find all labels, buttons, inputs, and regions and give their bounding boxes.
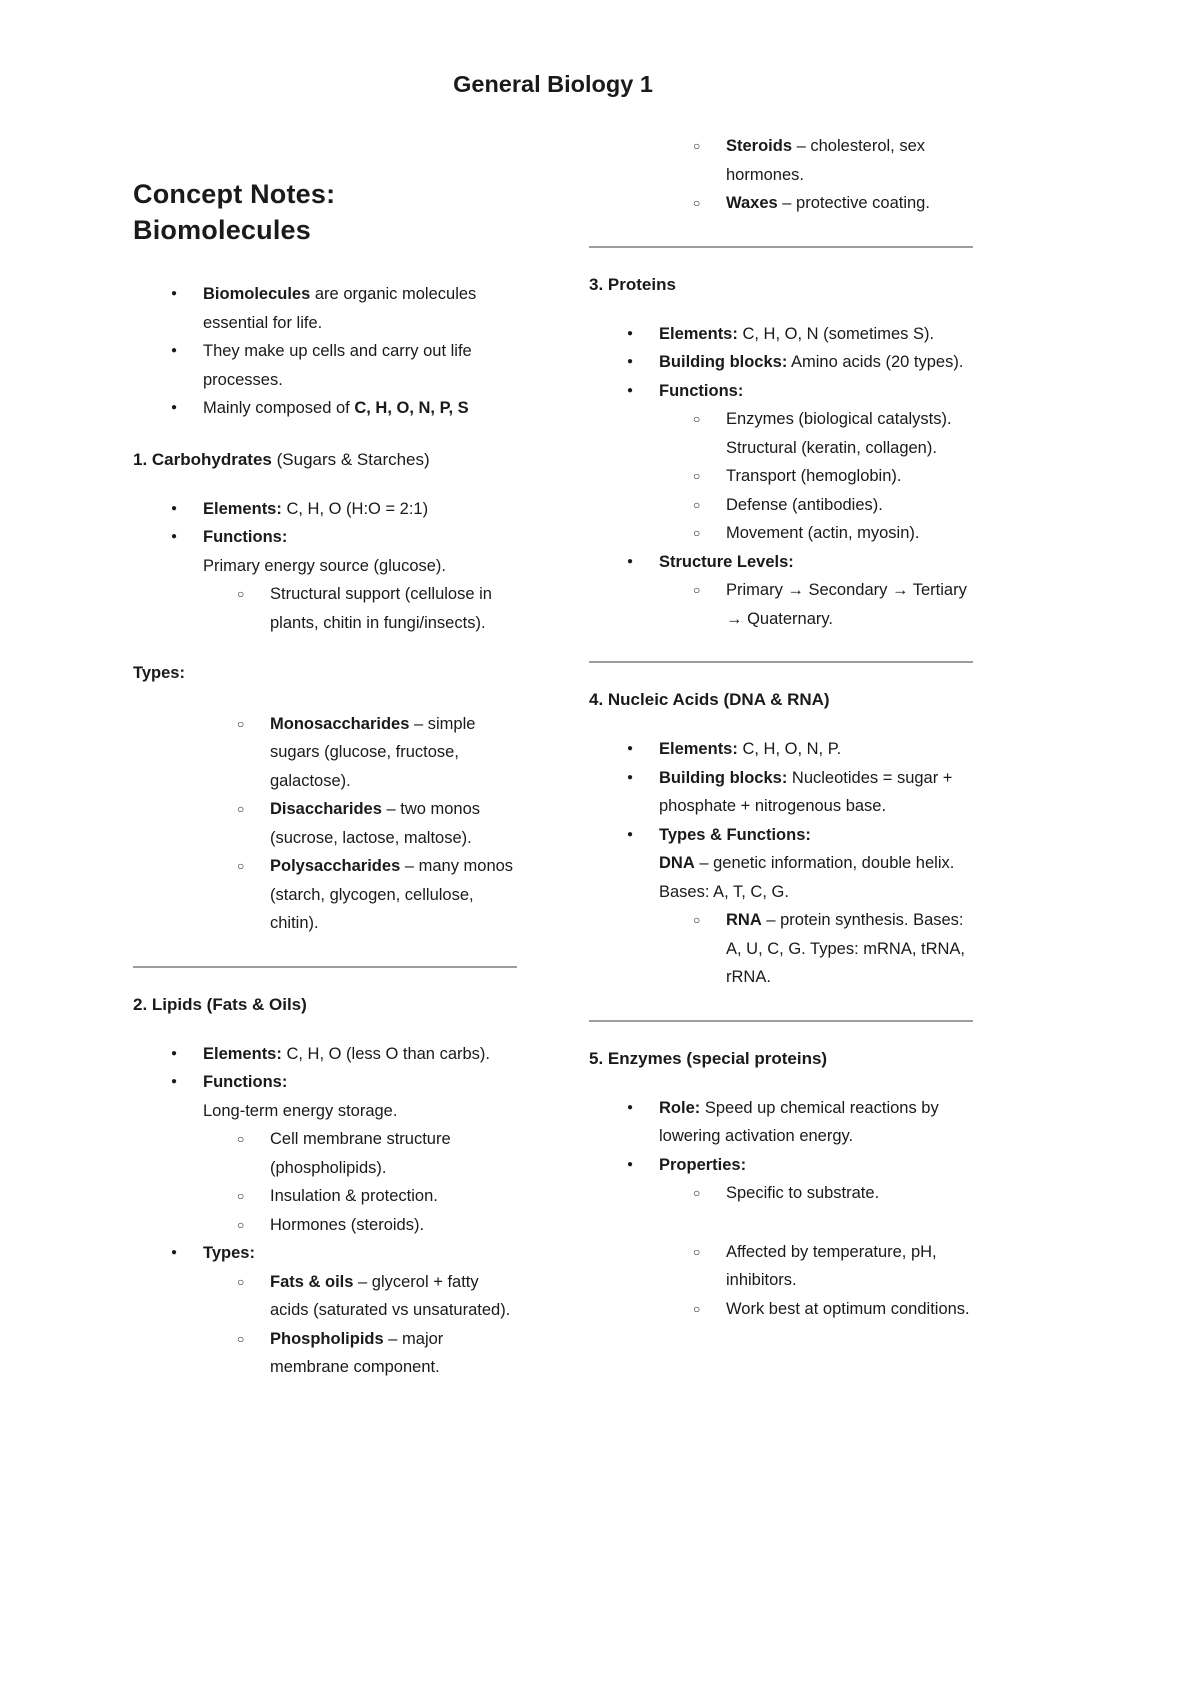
concept-notes-title [133,176,517,248]
bullet-item [589,735,973,764]
open-bullet-icon: ○ [693,1186,701,1200]
filled-bullet-icon: ● [171,345,178,356]
text-run: Affected by temperature, pH, inhibitors. [726,1242,937,1289]
bullet-item [133,1239,517,1268]
open-bullet-icon: ○ [237,1189,245,1203]
text-run: – genetic information, double helix. Bases: A, T, C, G. [659,854,955,901]
text-run: Transport (hemoglobin). [726,467,902,485]
text-run: Primary → Secondary → Tertiary → Quaternary. [726,581,967,628]
text-run: – two monos (sucrose, lactose, maltose). [270,800,481,847]
open-bullet-icon: ○ [237,1274,245,1289]
text-run: – major membrane component. [270,1329,444,1376]
text-run: Primary energy source (glucose). [203,556,447,575]
text-run: Types: [133,664,185,682]
open-bullet-icon: ○ [693,583,701,597]
filled-bullet-icon: ● [171,288,178,299]
text-run: Structural support (cellulose in plants, chitin in fungi/insects). [270,585,492,632]
text-run: Types & Functions: [659,825,811,844]
text-run: are organic molecules essential for life. [203,285,477,332]
bullet-item [133,337,517,394]
text-run: Functions: [659,381,744,400]
sub-bullet-item [589,519,973,548]
left-column [133,132,517,1382]
continuation-line [133,1097,517,1126]
text-run: Enzymes (biological catalysts). Structural (keratin, collagen). [726,410,952,457]
sub-bullet-item [589,1238,973,1295]
text-run: – simple sugars (glucose, fructose, galactose). [270,714,476,790]
text-run: Phospholipids [270,1329,384,1348]
text-run: Steroids [726,137,793,155]
sub-bullet-item [133,1268,517,1325]
text-run: Amino acids (20 types). [787,353,964,371]
text-run: C, H, O, N (sometimes S). [737,324,935,343]
filled-bullet-icon: ● [171,1076,178,1087]
section-heading [133,992,517,1018]
section-divider [589,246,973,248]
sub-bullet-item [589,491,973,520]
continuation-line [589,849,973,906]
sub-bullet-item [133,1325,517,1382]
text-run: Properties: [659,1155,747,1174]
open-bullet-icon: ○ [693,1244,701,1259]
sub-bullet-item [589,405,973,462]
bullet-item [133,495,517,524]
section-divider [589,1020,973,1022]
text-run: – protein synthesis. Bases: A, U, C, G. Types: mRNA, tRNA, rRNA. [726,911,965,986]
bullet-item [589,1094,973,1151]
bullet-item [589,320,973,349]
text-run: Hormones (steroids). [270,1215,425,1234]
bullet-item [589,348,973,377]
open-bullet-icon: ○ [237,716,245,731]
section-divider [133,966,517,968]
filled-bullet-icon: ● [627,1158,634,1170]
text-run: Movement (actin, myosin). [726,524,920,542]
filled-bullet-icon: ● [627,327,634,339]
bullet-item [133,1040,517,1069]
text-run: Specific to substrate. [726,1184,880,1202]
list-label [133,659,517,688]
text-run: Biomolecules [203,285,311,303]
sub-bullet-item [133,580,517,637]
section-heading [589,687,973,713]
sub-bullet-item [133,795,517,852]
text-run: Long-term energy storage. [203,1101,398,1120]
text-run: Functions: [203,528,288,546]
sub-bullet-item [133,852,517,938]
text-run: DNA [659,854,695,872]
open-bullet-icon: ○ [693,469,701,483]
text-run: Insulation & protection. [270,1187,438,1205]
filled-bullet-icon: ● [627,771,634,783]
sub-bullet-item [589,1295,973,1324]
text-run: They make up cells and carry out life processes. [203,342,472,389]
text-run: 1. Carbohydrates [133,449,272,469]
text-run: (Sugars & Starches) [271,449,430,469]
section-heading [589,272,973,298]
continuation-line [133,552,517,581]
text-run: Monosaccharides [270,714,410,733]
open-bullet-icon: ○ [693,913,701,927]
sub-bullet-item [133,1211,517,1240]
open-bullet-icon: ○ [693,196,701,210]
bullet-item [133,394,517,423]
spacer [589,1208,973,1238]
text-run: Elements: [659,324,738,343]
text-run: Types: [203,1244,255,1262]
open-bullet-icon: ○ [693,412,701,426]
text-run: Speed up chemical reactions by lowering activation energy. [659,1098,939,1145]
filled-bullet-icon: ● [627,384,634,396]
sub-bullet-item [589,132,973,189]
open-bullet-icon: ○ [693,1301,701,1316]
filled-bullet-icon: ● [171,502,178,514]
text-run: – many monos (starch, glycogen, cellulose, chitin). [270,857,514,932]
open-bullet-icon: ○ [237,1331,245,1346]
sub-bullet-item [133,710,517,796]
text-run: Elements: [203,1044,282,1063]
text-run: – cholesterol, sex hormones. [726,137,926,184]
text-run: Elements: [659,740,738,758]
text-run: RNA [726,911,762,929]
bullet-item [589,548,973,577]
text-run: C, H, O (H:O = 2:1) [281,499,429,518]
text-run: 5. Enzymes (special proteins) [589,1048,828,1068]
text-run: Cell membrane structure (phospholipids). [270,1130,451,1177]
filled-bullet-icon: ● [171,531,178,542]
filled-bullet-icon: ● [627,828,634,840]
text-run: Elements: [203,499,282,518]
text-run: Polysaccharides [270,857,401,875]
sub-bullet-item [133,1182,517,1211]
page-title: General Biology 1 [453,71,653,97]
two-column-layout [133,132,973,1382]
text-run: 3. Proteins [589,274,676,294]
text-run: C, H, O (less O than carbs). [281,1044,490,1063]
text-run: Building blocks: [659,353,788,371]
text-run: Mainly composed of [203,399,355,417]
bullet-item [589,1151,973,1180]
section-heading [133,447,517,473]
open-bullet-icon: ○ [693,497,701,512]
filled-bullet-icon: ● [171,1047,178,1059]
text-run: C, H, O, N, P, S [354,399,469,417]
filled-bullet-icon: ● [627,743,634,754]
section-divider [589,661,973,663]
filled-bullet-icon: ● [171,1247,178,1258]
text-run: – glycerol + fatty acids (saturated vs unsaturated). [270,1272,511,1319]
text-run: Disaccharides [270,800,382,818]
filled-bullet-icon: ● [171,402,178,413]
text-run: 4. Nucleic Acids (DNA & RNA) [589,690,830,709]
bullet-item [589,764,973,821]
bullet-item [589,821,973,850]
text-run: C, H, O, N, P. [737,740,842,758]
sub-bullet-item [133,1125,517,1182]
text-run: – protective coating. [777,194,930,212]
open-bullet-icon: ○ [693,526,701,540]
text-run: Role: [659,1098,701,1117]
open-bullet-icon: ○ [237,802,245,816]
filled-bullet-icon: ● [627,555,634,567]
filled-bullet-icon: ● [627,356,634,367]
bullet-item [133,523,517,552]
right-column [589,132,973,1382]
open-bullet-icon: ○ [237,1217,245,1232]
open-bullet-icon: ○ [237,1132,245,1146]
sub-bullet-item [589,462,973,491]
sub-bullet-item [589,1179,973,1208]
section-heading [589,1046,973,1072]
text-run: Functions: [203,1073,288,1091]
text-run: Structure Levels: [659,552,794,571]
text-run: Fats & oils [270,1272,354,1291]
open-bullet-icon: ○ [693,139,701,153]
open-bullet-icon: ○ [237,859,245,873]
text-run: Waxes [726,194,778,212]
open-bullet-icon: ○ [237,587,245,601]
text-run: Work best at optimum conditions. [726,1299,970,1318]
filled-bullet-icon: ● [627,1101,634,1113]
text-run: Building blocks: [659,768,788,787]
bullet-item [133,1068,517,1097]
text-run: Nucleotides = sugar + phosphate + nitrogenous base. [659,768,953,815]
bullet-item [133,280,517,337]
sub-bullet-item [589,906,973,992]
text-run: 2. Lipids (Fats & Oils) [133,994,307,1014]
text-run: Defense (antibodies). [726,495,883,514]
sub-bullet-item [589,576,973,633]
sub-bullet-item [589,189,973,218]
text-run: Concept Notes: Biomolecules [133,179,336,245]
bullet-item [589,377,973,406]
